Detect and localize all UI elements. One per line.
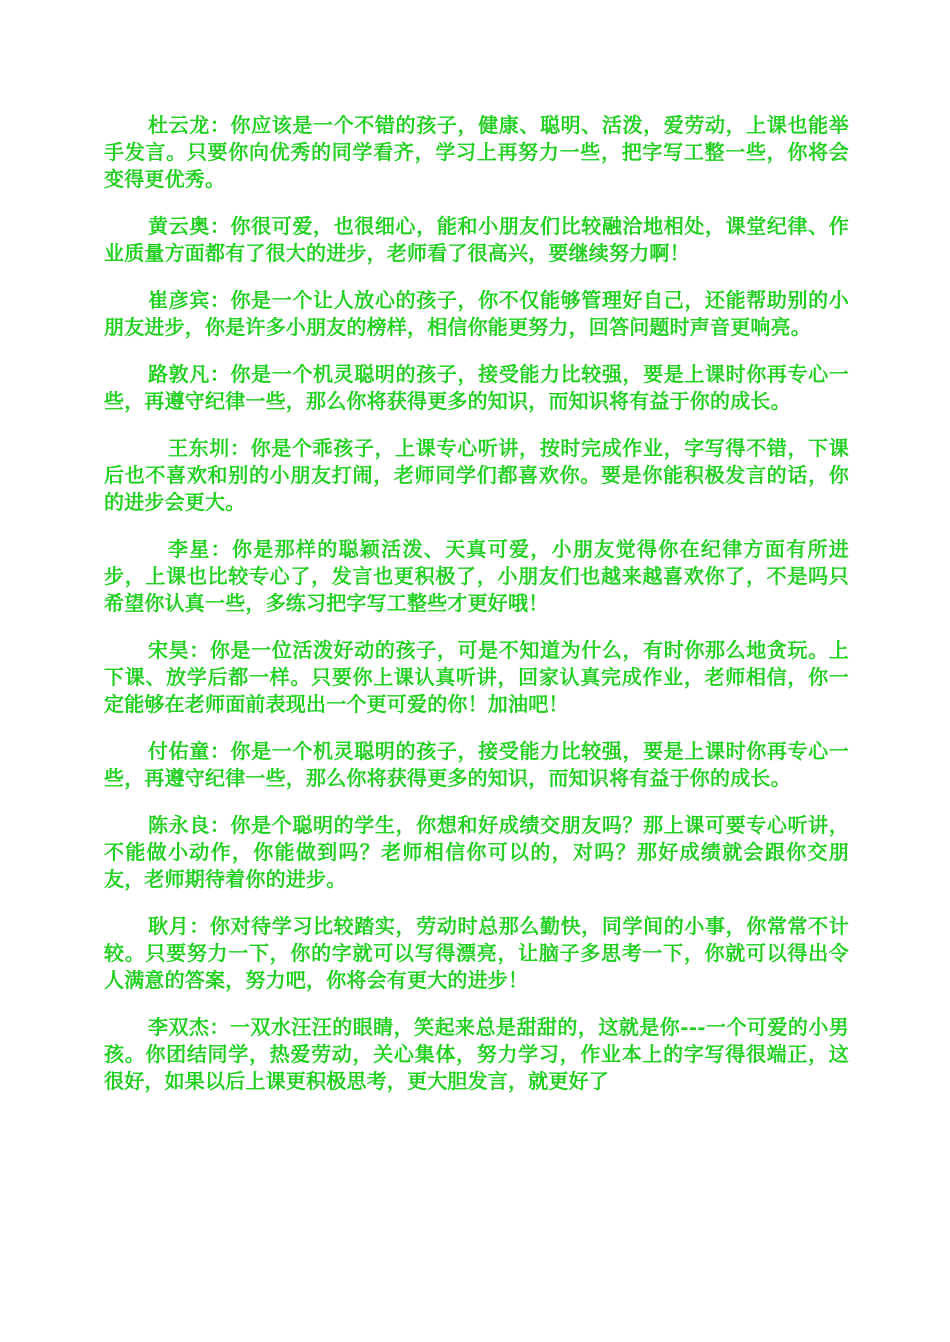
comment-paragraph: 王东圳：你是个乖孩子，上课专心听讲，按时完成作业，字写得不错，下课后也不喜欢和别的小朋友打闹，老师同学们都喜欢你。要是你能积极发言的话，你的进步会更大。 (104, 436, 849, 514)
comment-paragraph: 李星：你是那样的聪颖活泼、天真可爱，小朋友觉得你在纪律方面有所进步，上课也比较专心了，发言也更积极了，小朋友们也越来越喜欢你了，不是吗只希望你认真一些，多练习把字写工整些才更好哦！ (104, 537, 849, 615)
comment-paragraph: 杜云龙：你应该是一个不错的孩子，健康、聪明、活泼，爱劳动，上课也能举手发言。只要你向优秀的同学看齐，学习上再努力一些，把字写工整一些，你将会变得更优秀。 (104, 113, 849, 191)
comment-paragraph: 付佑童：你是一个机灵聪明的孩子，接受能力比较强，要是上课时你再专心一些，再遵守纪律一些，那么你将获得更多的知识，而知识将有益于你的成长。 (104, 739, 849, 790)
comment-paragraph: 崔彦宾：你是一个让人放心的孩子，你不仅能够管理好自己，还能帮助别的小朋友进步，你是许多小朋友的榜样，相信你能更努力，回答问题时声音更响亮。 (104, 288, 849, 339)
comment-paragraph: 宋昊：你是一位活泼好动的孩子，可是不知道为什么，有时你那么地贪玩。上下课、放学后都一样。只要你上课认真听讲，回家认真完成作业，老师相信，你一定能够在老师面前表现出一个更可爱的你！加油吧！ (104, 638, 849, 716)
comment-paragraph: 耿月：你对待学习比较踏实，劳动时总那么勤快，同学间的小事，你常常不计较。只要努力一下，你的字就可以写得漂亮，让脑子多思考一下，你就可以得出令人满意的答案，努力吧，你将会有更大的进步！ (104, 914, 849, 992)
comment-paragraph: 李双杰：一双水汪汪的眼睛，笑起来总是甜甜的，这就是你---一个可爱的小男孩。你团结同学，热爱劳动，关心集体，努力学习，作业本上的字写得很端正，这很好，如果以后上课更积极思考，更大胆发言，就更好了 (104, 1015, 849, 1093)
comments-body (104, 112, 849, 1115)
comment-paragraph: 陈永良：你是个聪明的学生，你想和好成绩交朋友吗？那上课可要专心听讲，不能做小动作，你能做到吗？老师相信你可以的，对吗？那好成绩就会跟你交朋友，老师期待着你的进步。 (104, 813, 849, 891)
comment-paragraph: 黄云奥：你很可爱，也很细心，能和小朋友们比较融洽地相处，课堂纪律、作业质量方面都有了很大的进步，老师看了很高兴，要继续努力啊！ (104, 214, 849, 265)
comment-paragraph: 路敦凡：你是一个机灵聪明的孩子，接受能力比较强，要是上课时你再专心一些，再遵守纪律一些，那么你将获得更多的知识，而知识将有益于你的成长。 (104, 362, 849, 413)
